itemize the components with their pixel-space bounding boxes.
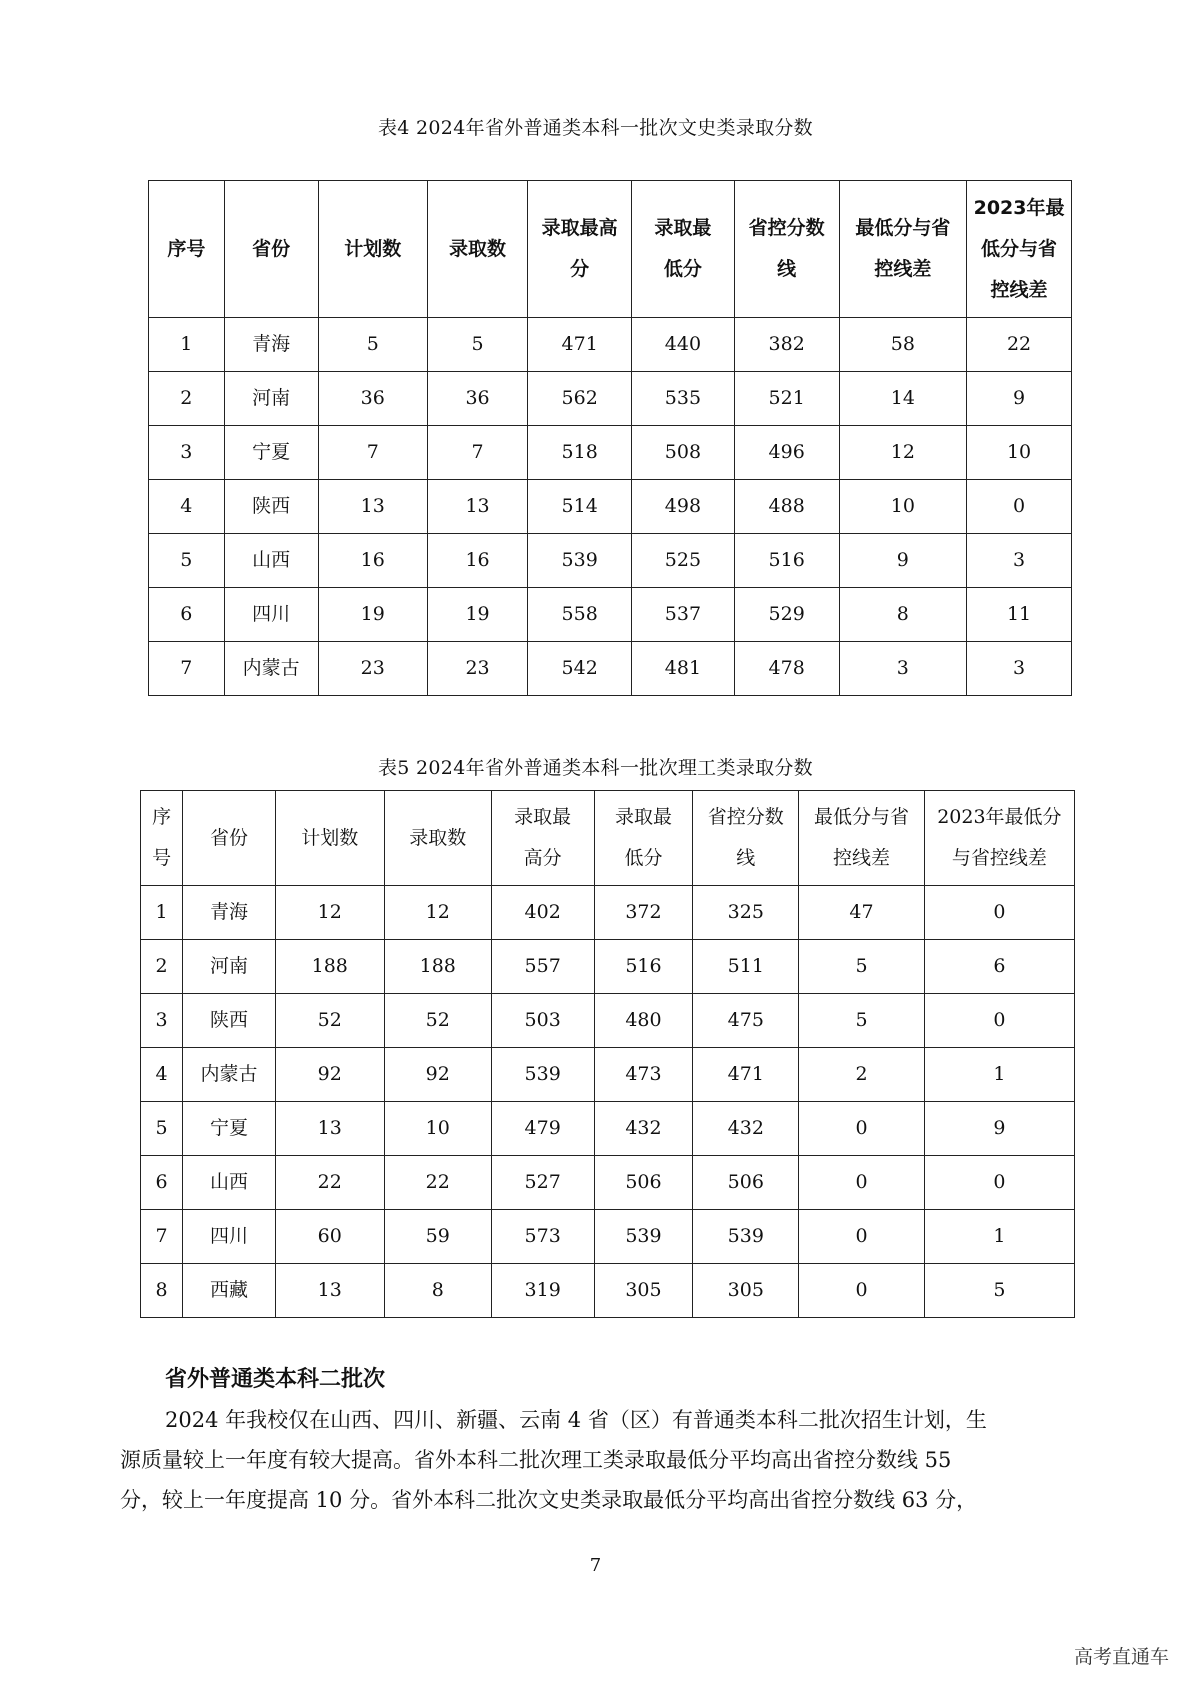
table-cell: 9 <box>839 534 967 588</box>
table-row <box>141 940 1075 994</box>
table-cell: 3 <box>967 534 1072 588</box>
table-cell: 1 <box>924 1210 1074 1264</box>
table-cell: 539 <box>693 1210 799 1264</box>
table-row <box>141 1102 1075 1156</box>
table-cell: 四川 <box>224 588 318 642</box>
table5-header-cell: 录取数 <box>384 791 491 886</box>
table-cell: 516 <box>594 940 693 994</box>
table-cell: 36 <box>427 372 528 426</box>
table-cell: 山西 <box>183 1156 276 1210</box>
table-cell: 16 <box>427 534 528 588</box>
table-cell: 473 <box>594 1048 693 1102</box>
table-cell: 16 <box>318 534 427 588</box>
table-cell: 7 <box>141 1210 183 1264</box>
table5-header-cell: 2023年最低分 与省控线差 <box>924 791 1074 886</box>
table-cell: 440 <box>632 318 735 372</box>
table-cell: 305 <box>693 1264 799 1318</box>
table-row <box>149 588 1072 642</box>
table-cell: 52 <box>275 994 384 1048</box>
table4-header-row <box>149 181 1072 318</box>
table-cell: 3 <box>141 994 183 1048</box>
watermark: 高考直通车 <box>1073 1646 1169 1668</box>
table-cell: 山西 <box>224 534 318 588</box>
table-cell: 36 <box>318 372 427 426</box>
table-cell: 四川 <box>183 1210 276 1264</box>
table4-header-cell: 最低分与省 控线差 <box>839 181 967 318</box>
table5-header-cell: 省控分数 线 <box>693 791 799 886</box>
table-cell: 13 <box>275 1264 384 1318</box>
table-cell: 59 <box>384 1210 491 1264</box>
table-cell: 478 <box>734 642 839 696</box>
table4-header-cell: 录取最 低分 <box>632 181 735 318</box>
table-cell: 13 <box>275 1102 384 1156</box>
table-cell: 5 <box>799 994 924 1048</box>
table-cell: 573 <box>491 1210 594 1264</box>
table-cell: 5 <box>141 1102 183 1156</box>
table-cell: 432 <box>594 1102 693 1156</box>
table-cell: 480 <box>594 994 693 1048</box>
table-cell: 12 <box>839 426 967 480</box>
table-row <box>141 1210 1075 1264</box>
table4-caption: 表4 2024年省外普通类本科一批次文史类录取分数 <box>378 117 813 139</box>
paragraph-line: 分，较上一年度提高 10 分。省外本科二批次文史类录取最低分平均高出省控分数线 63 分， <box>120 1488 978 1512</box>
table5-header-cell: 计划数 <box>275 791 384 886</box>
table-cell: 1 <box>141 886 183 940</box>
table-cell: 0 <box>967 480 1072 534</box>
table-cell: 0 <box>924 1156 1074 1210</box>
table-cell: 2 <box>799 1048 924 1102</box>
table-cell: 514 <box>528 480 632 534</box>
table-cell: 6 <box>924 940 1074 994</box>
table-row <box>141 1156 1075 1210</box>
table-cell: 7 <box>149 642 225 696</box>
table-cell: 319 <box>491 1264 594 1318</box>
table-row <box>141 1264 1075 1318</box>
table-cell: 内蒙古 <box>224 642 318 696</box>
table-cell: 432 <box>693 1102 799 1156</box>
table-cell: 557 <box>491 940 594 994</box>
table-cell: 305 <box>594 1264 693 1318</box>
table-cell: 10 <box>967 426 1072 480</box>
table-cell: 11 <box>967 588 1072 642</box>
table-cell: 471 <box>528 318 632 372</box>
table-cell: 488 <box>734 480 839 534</box>
table-cell: 518 <box>528 426 632 480</box>
table-cell: 542 <box>528 642 632 696</box>
table-cell: 506 <box>693 1156 799 1210</box>
table-row <box>141 1048 1075 1102</box>
table-cell: 471 <box>693 1048 799 1102</box>
table-cell: 1 <box>924 1048 1074 1102</box>
table-cell: 539 <box>491 1048 594 1102</box>
table-cell: 516 <box>734 534 839 588</box>
table-cell: 河南 <box>224 372 318 426</box>
table-cell: 5 <box>924 1264 1074 1318</box>
table-row <box>149 318 1072 372</box>
table4-header-cell: 序号 <box>149 181 225 318</box>
table4-header-cell: 录取数 <box>427 181 528 318</box>
table5-caption: 表5 2024年省外普通类本科一批次理工类录取分数 <box>378 757 813 779</box>
table-cell: 372 <box>594 886 693 940</box>
table-row <box>149 642 1072 696</box>
table-cell: 陕西 <box>224 480 318 534</box>
table-cell: 506 <box>594 1156 693 1210</box>
table-cell: 188 <box>275 940 384 994</box>
table-cell: 0 <box>924 994 1074 1048</box>
table-cell: 3 <box>839 642 967 696</box>
table-row <box>141 886 1075 940</box>
table-cell: 479 <box>491 1102 594 1156</box>
table-cell: 19 <box>427 588 528 642</box>
table4-header-cell: 2023年最 低分与省 控线差 <box>967 181 1072 318</box>
table-cell: 188 <box>384 940 491 994</box>
table5-header-row <box>141 791 1075 886</box>
table-cell: 河南 <box>183 940 276 994</box>
table-row <box>149 372 1072 426</box>
table-cell: 12 <box>275 886 384 940</box>
table4 <box>148 180 1072 696</box>
table4-body <box>149 318 1072 696</box>
table-cell: 22 <box>967 318 1072 372</box>
table4-header-cell: 录取最高 分 <box>528 181 632 318</box>
table5-header-cell: 最低分与省 控线差 <box>799 791 924 886</box>
table-row <box>149 534 1072 588</box>
table-cell: 2 <box>141 940 183 994</box>
table-cell: 535 <box>632 372 735 426</box>
table4-header-cell: 省控分数 线 <box>734 181 839 318</box>
table-cell: 12 <box>384 886 491 940</box>
table-cell: 5 <box>799 940 924 994</box>
table-cell: 5 <box>427 318 528 372</box>
table5-header-cell: 省份 <box>183 791 276 886</box>
table-cell: 92 <box>275 1048 384 1102</box>
table-cell: 宁夏 <box>224 426 318 480</box>
table-cell: 0 <box>924 886 1074 940</box>
table-cell: 13 <box>318 480 427 534</box>
table-cell: 陕西 <box>183 994 276 1048</box>
table-cell: 511 <box>693 940 799 994</box>
table-cell: 青海 <box>183 886 276 940</box>
table4-header-cell: 计划数 <box>318 181 427 318</box>
table-cell: 498 <box>632 480 735 534</box>
table-cell: 558 <box>528 588 632 642</box>
table-cell: 539 <box>528 534 632 588</box>
table-cell: 4 <box>149 480 225 534</box>
table-cell: 508 <box>632 426 735 480</box>
table-cell: 3 <box>149 426 225 480</box>
table-cell: 503 <box>491 994 594 1048</box>
table-cell: 529 <box>734 588 839 642</box>
table-cell: 0 <box>799 1102 924 1156</box>
table-cell: 5 <box>318 318 427 372</box>
table-cell: 0 <box>799 1210 924 1264</box>
table-cell: 47 <box>799 886 924 940</box>
table-cell: 52 <box>384 994 491 1048</box>
table-cell: 22 <box>275 1156 384 1210</box>
table5-body <box>141 886 1075 1318</box>
table-cell: 14 <box>839 372 967 426</box>
table5 <box>140 790 1075 1318</box>
table-cell: 60 <box>275 1210 384 1264</box>
table-cell: 6 <box>141 1156 183 1210</box>
table5-header-cell: 序 号 <box>141 791 183 886</box>
table-row <box>149 480 1072 534</box>
table-cell: 521 <box>734 372 839 426</box>
table-cell: 10 <box>384 1102 491 1156</box>
table-cell: 22 <box>384 1156 491 1210</box>
table-cell: 8 <box>384 1264 491 1318</box>
table-cell: 内蒙古 <box>183 1048 276 1102</box>
table-cell: 4 <box>141 1048 183 1102</box>
table-cell: 0 <box>799 1156 924 1210</box>
table-cell: 西藏 <box>183 1264 276 1318</box>
table-cell: 525 <box>632 534 735 588</box>
table-cell: 402 <box>491 886 594 940</box>
table5-header-cell: 录取最 高分 <box>491 791 594 886</box>
table-row <box>149 426 1072 480</box>
table-cell: 23 <box>318 642 427 696</box>
table5-header-cell: 录取最 低分 <box>594 791 693 886</box>
table-cell: 2 <box>149 372 225 426</box>
table-cell: 5 <box>149 534 225 588</box>
table-cell: 宁夏 <box>183 1102 276 1156</box>
table-cell: 92 <box>384 1048 491 1102</box>
table-cell: 475 <box>693 994 799 1048</box>
table-cell: 7 <box>318 426 427 480</box>
table-cell: 6 <box>149 588 225 642</box>
table-cell: 19 <box>318 588 427 642</box>
table-cell: 537 <box>632 588 735 642</box>
table-cell: 8 <box>141 1264 183 1318</box>
table-cell: 8 <box>839 588 967 642</box>
table-cell: 58 <box>839 318 967 372</box>
paragraph-line: 2024 年我校仅在山西、四川、新疆、云南 4 省（区）有普通类本科二批次招生计划，生 <box>165 1408 987 1432</box>
table-cell: 青海 <box>224 318 318 372</box>
table-cell: 13 <box>427 480 528 534</box>
table-cell: 23 <box>427 642 528 696</box>
table4-header-cell: 省份 <box>224 181 318 318</box>
table-cell: 539 <box>594 1210 693 1264</box>
table-cell: 527 <box>491 1156 594 1210</box>
table-row <box>141 994 1075 1048</box>
table-cell: 496 <box>734 426 839 480</box>
table-cell: 9 <box>924 1102 1074 1156</box>
table-cell: 9 <box>967 372 1072 426</box>
table-cell: 562 <box>528 372 632 426</box>
table-cell: 382 <box>734 318 839 372</box>
table-cell: 481 <box>632 642 735 696</box>
page-number: 7 <box>589 1555 602 1576</box>
table-cell: 1 <box>149 318 225 372</box>
table-cell: 3 <box>967 642 1072 696</box>
table-cell: 0 <box>799 1264 924 1318</box>
paragraph-line: 源质量较上一年度有较大提高。省外本科二批次理工类录取最低分平均高出省控分数线 55 <box>120 1448 952 1472</box>
table-cell: 7 <box>427 426 528 480</box>
table-cell: 10 <box>839 480 967 534</box>
table-cell: 325 <box>693 886 799 940</box>
section-heading: 省外普通类本科二批次 <box>165 1367 386 1392</box>
